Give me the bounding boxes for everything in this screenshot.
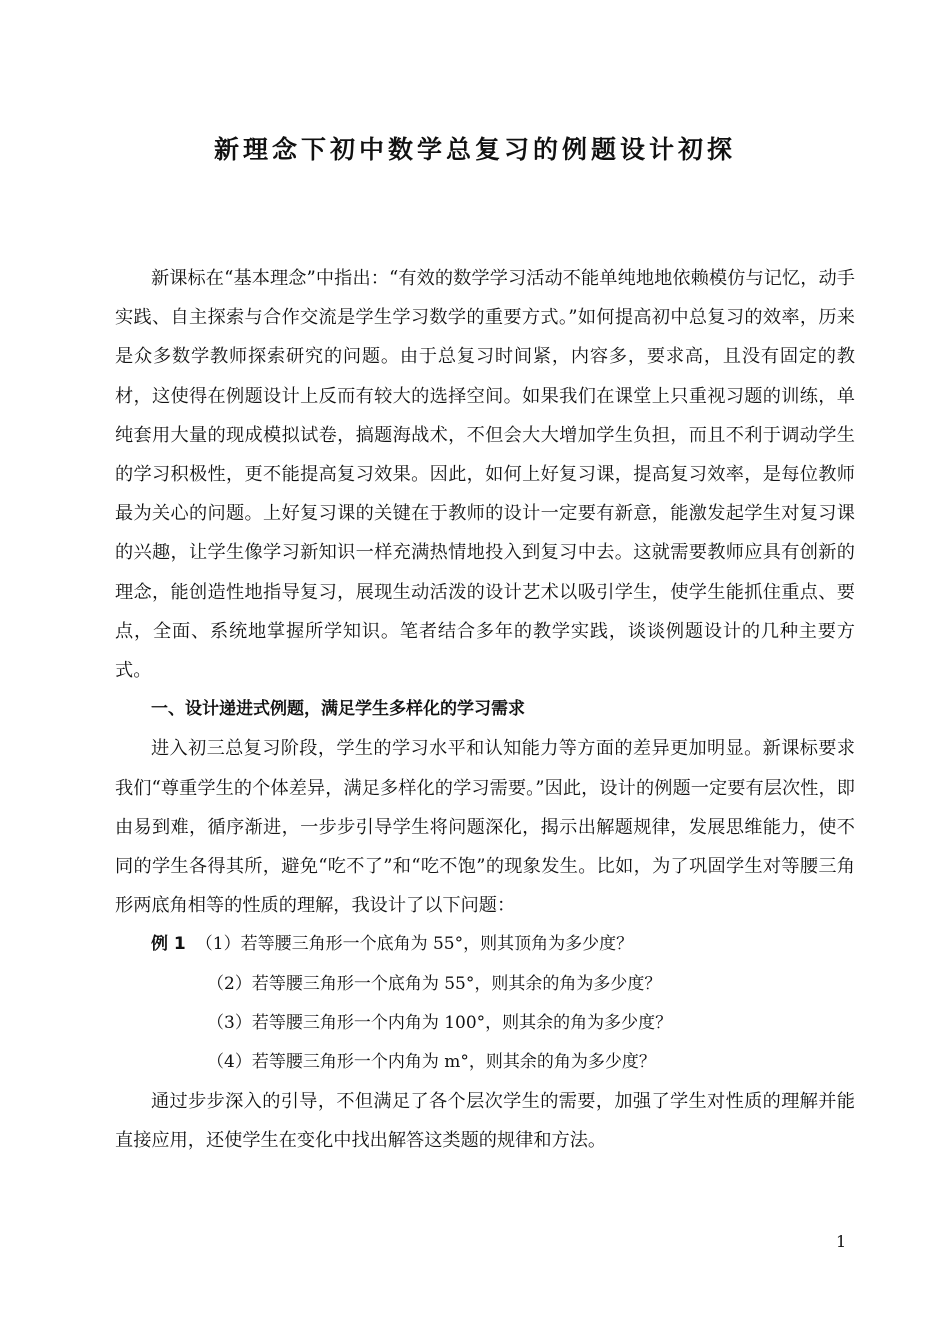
- document-body: [115, 259, 855, 1161]
- intro-paragraph: 新课标在“基本理念”中指出：“有效的数学学习活动不能单纯地地依赖模仿与记忆，动手实践、自主探索与合作交流是学生学习数学的重要方式。”如何提高初中总复习的效率，历来是众多数学教师探索研究的问题。由于总复习时间紧，内容多，要求高，且没有固定的教材，这使得在例题设计上反而有较大的选择空间。如果我们在课堂上只重视习题的训练，单纯套用大量的现成模拟试卷，搞题海战术，不但会大大增加学生负担，而且不利于调动学生的学习积极性，更不能提高复习效果。因此，如何上好复习课，提高复习效率，是每位教师最为关心的问题。上好复习课的关键在于教师的设计一定要有新意，能激发起学生对复习课的兴趣，让学生像学习新知识一样充满热情地投入到复习中去。这就需要教师应具有创新的理念，能创造性地指导复习，展现生动活泼的设计艺术以吸引学生，使学生能抓住重点、要点，全面、系统地掌握所学知识。笔者结合多年的教学实践，谈谈例题设计的几种主要方式。: [115, 268, 855, 682]
- conclusion-paragraph: 通过步步深入的引导，不但满足了各个层次学生的需要，加强了学生对性质的理解并能直接应用，还使学生在变化中找出解答这类题的规律和方法。: [115, 1091, 855, 1152]
- example-item-1: （1）若等腰三角形一个底角为 55°，则其顶角为多少度？: [195, 934, 634, 955]
- page-number: 1: [836, 1232, 847, 1251]
- example-item-4: （4）若等腰三角形一个内角为 m°，则其余的角为多少度？: [207, 1052, 656, 1073]
- document-title: 新理念下初中数学总复习的例题设计初探: [213, 135, 736, 164]
- section-1-paragraph: 进入初三总复习阶段，学生的学习水平和认知能力等方面的差异更加明显。新课标要求我们“尊重学生的个体差异，满足多样化的学习需要。”因此，设计的例题一定要有层次性，即由易到难，循序渐进，一步步引导学生将问题深化，揭示出解题规律，发展思维能力，使不同的学生各得其所，避免“吃不了”和“吃不饱”的现象发生。比如，为了巩固学生对等腰三角形两底角相等的性质的理解，我设计了以下问题：: [115, 738, 855, 917]
- example-item-2: （2）若等腰三角形一个底角为 55°，则其余的角为多少度？: [207, 973, 662, 994]
- example-line-1: [115, 925, 855, 964]
- example-item-3: （3）若等腰三角形一个内角为 100°，则其余的角为多少度？: [207, 1012, 673, 1033]
- section-heading-1: 一、设计递进式例题，满足学生多样化的学习需求: [151, 699, 525, 720]
- example-label: 例 1: [151, 934, 186, 955]
- example-block: [115, 925, 855, 1082]
